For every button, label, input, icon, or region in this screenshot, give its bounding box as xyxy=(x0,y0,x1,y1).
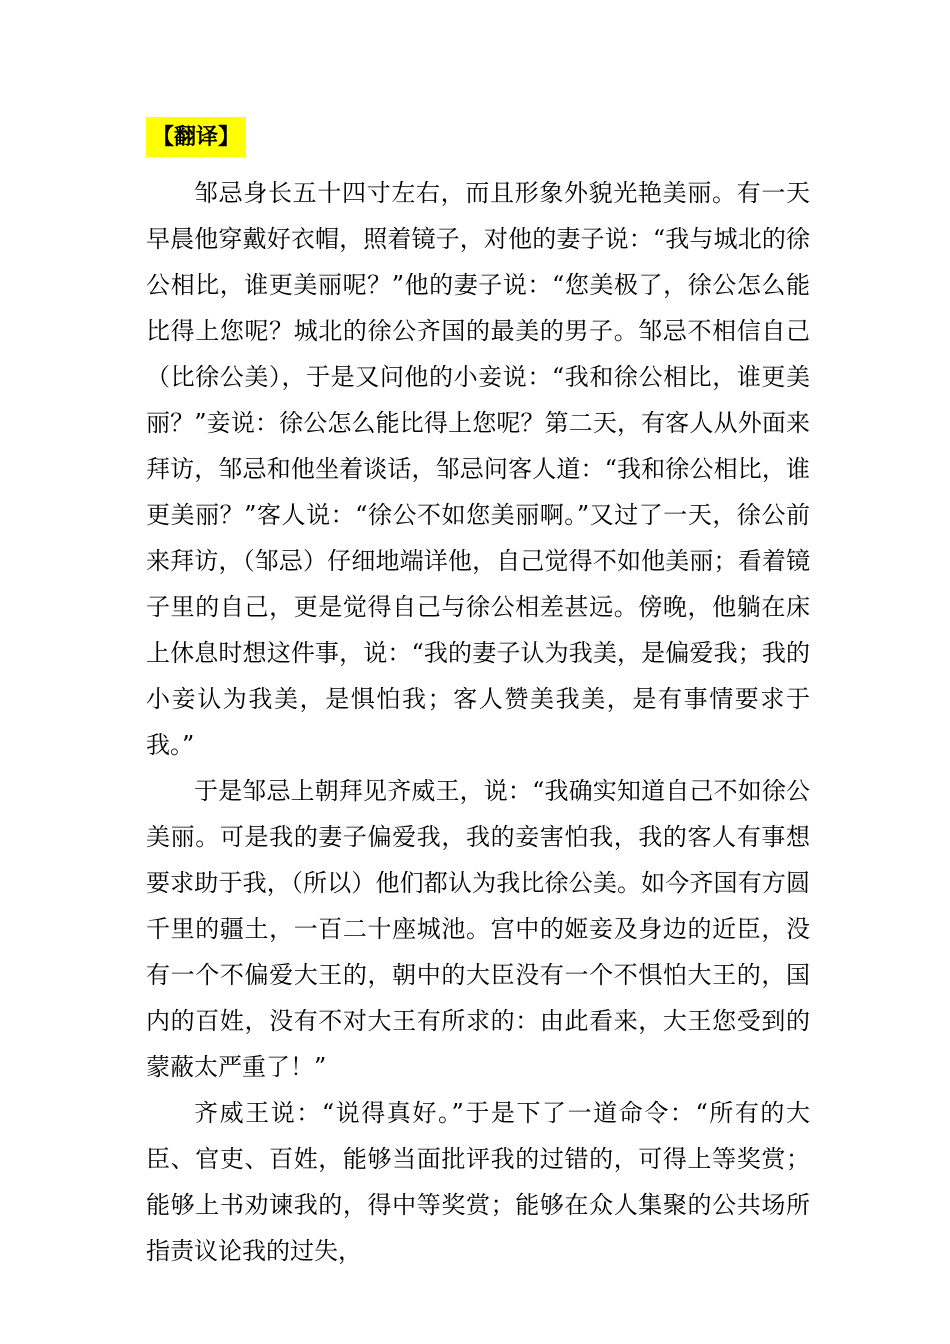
paragraph-1: 邹忌身长五十四寸左右，而且形象外貌光艳美丽。有一天早晨他穿戴好衣帽，照着镜子，对他的妻子说：“我与城北的徐公相比，谁更美丽呢？”他的妻子说：“您美极了，徐公怎么能比得上您呢？城北的徐公齐国的最美的男子。邹忌不相信自己（比徐公美），于是又问他的小妾说：“我和徐公相比，谁更美丽？”妾说：徐公怎么能比得上您呢？第二天，有客人从外面来拜访，邹忌和他坐着谈话，邹忌问客人道：“我和徐公相比，谁更美丽？”客人说：“徐公不如您美丽啊。”又过了一天，徐公前来拜访，（邹忌）仔细地端详他，自己觉得不如他美丽；看着镜子里的自己，更是觉得自己与徐公相差甚远。傍晚，他躺在床上休息时想这件事，说：“我的妻子认为我美，是偏爱我；我的小妾认为我美，是惧怕我；客人赞美我美，是有事情要求于我。” xyxy=(146,179,810,759)
section-heading: 【翻译】 xyxy=(146,117,246,157)
paragraph-3: 齐威王说：“说得真好。”于是下了一道命令：“所有的大臣、官吏、百姓，能够当面批评我的过错的，可得上等奖赏；能够上书劝谏我的，得中等奖赏；能够在众人集聚的公共场所指责议论我的过失， xyxy=(146,1099,810,1265)
translation-body xyxy=(146,170,810,1274)
paragraph-2: 于是邹忌上朝拜见齐威王，说：“我确实知道自己不如徐公美丽。可是我的妻子偏爱我，我的妾害怕我，我的客人有事想要求助于我，（所以）他们都认为我比徐公美。如今齐国有方圆千里的疆土，一百二十座城池。宫中的姬妾及身边的近臣，没有一个不偏爱大王的，朝中的大臣没有一个不惧怕大王的，国内的百姓，没有不对大王有所求的：由此看来，大王您受到的蒙蔽太严重了！” xyxy=(146,777,810,1081)
